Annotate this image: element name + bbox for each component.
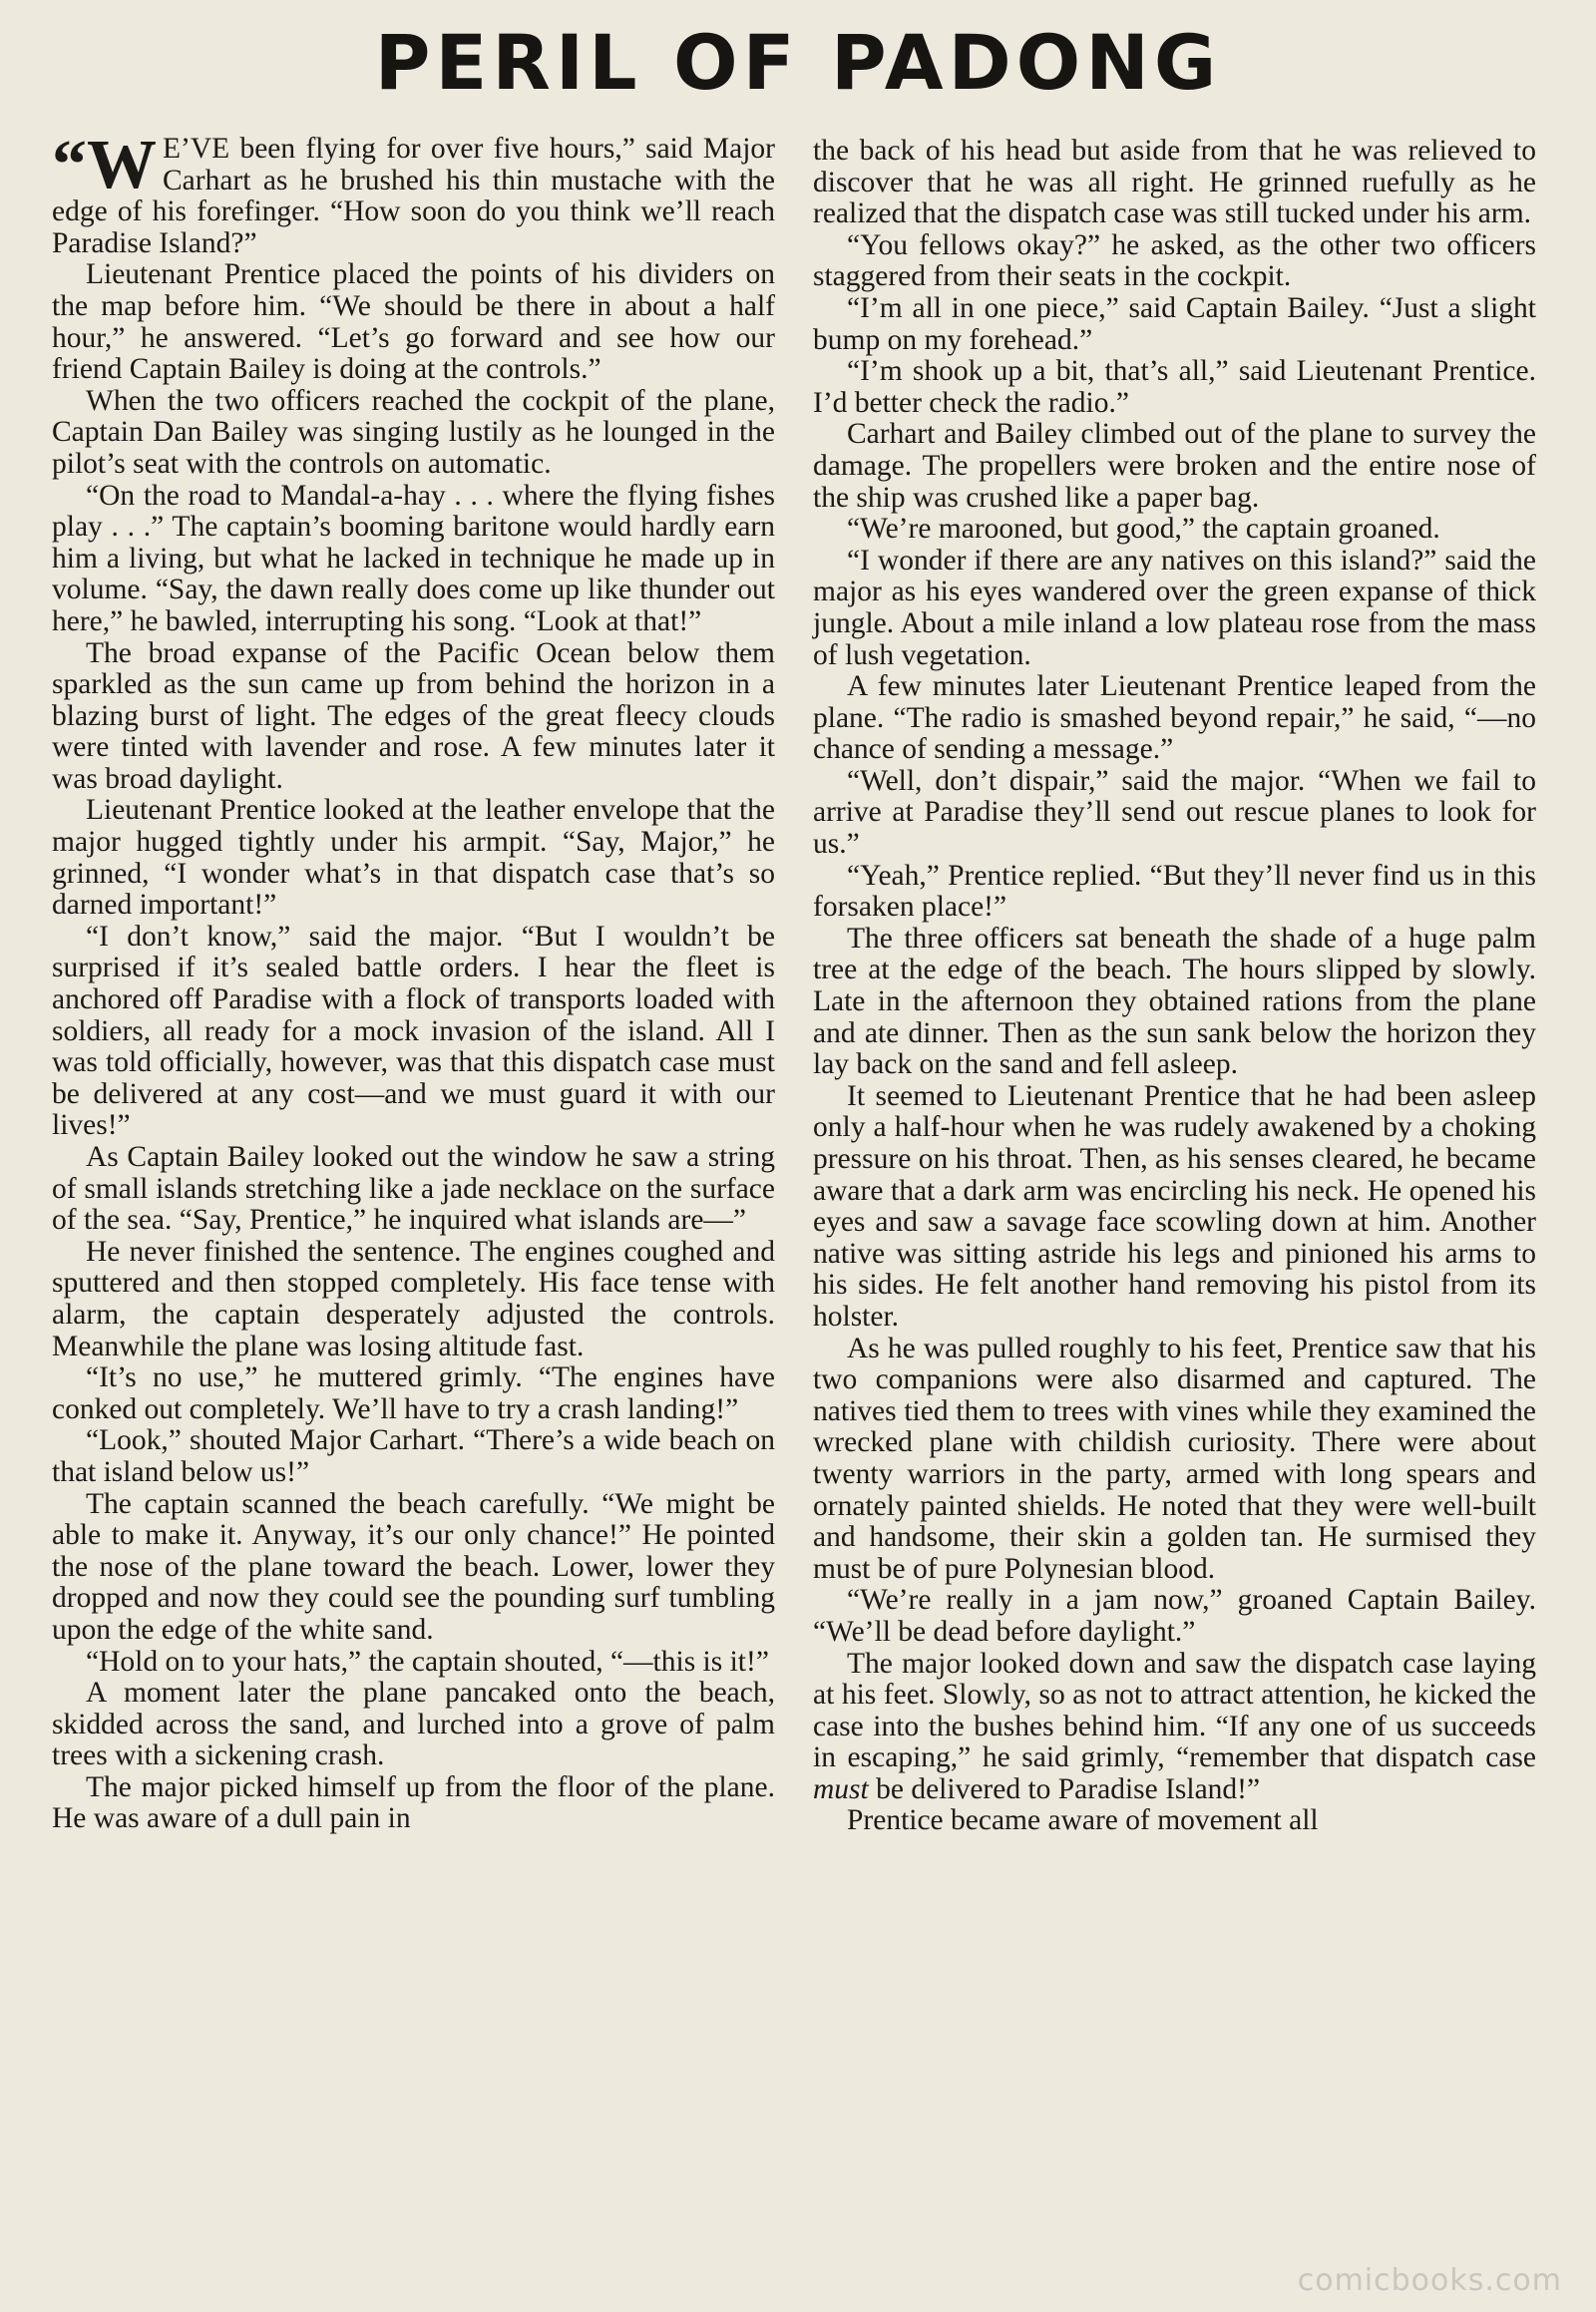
paragraph: “I wonder if there are any natives on this island?” said the major as his eyes wandered over the green expanse of thick jungle. About a mile inland a low plateau rose from the mass of lush vegetation. [813,544,1536,671]
paragraph: A few minutes later Lieutenant Prentice leaped from the plane. “The radio is smashed beyond repair,” he said, “—no chance of sending a message.” [813,670,1536,766]
paragraph: “Look,” shouted Major Carhart. “There’s a wide beach on that island below us!” [52,1424,775,1488]
paragraph: He never finished the sentence. The engines coughed and sputtered and then stopped completely. His face tense with alarm, the captain desperately adjusted the controls. Meanwhile the plane was losing altitude fast. [52,1235,775,1362]
paragraph: “Hold on to your hats,” the captain shouted, “—this is it!” [86,1645,769,1678]
paragraph-text: E’VE been flying for over five hours,” said Major Carhart as he brushed his thin mustache with the edge of his forefinger. “How soon do you think we’ll reach Paradise Island?” [52,133,775,259]
paragraph: A moment later the plane pancaked onto the beach, skidded across the sand, and lurched into a grove of palm trees with a sickening crash. [52,1677,775,1772]
paragraph: “It’s no use,” he muttered grimly. “The engines have conked out completely. We’ll have to try a crash landing!” [52,1361,775,1425]
paragraph: As Captain Bailey looked out the window he saw a string of small islands stretching like a jade necklace on the surface of the sea. “Say, Prentice,” he inquired what islands are—” [52,1141,775,1237]
paragraph: As he was pulled roughly to his feet, Prentice saw that his two companions were also disarmed and captured. The natives tied them to trees with vines while they examined the wrecked plane with childish curiosity. There were about twenty warriors in the party, armed with long spears and ornately painted shields. He noted that they were well-built and handsome, their skin a golden tan. He surmised they must be of pure Polynesian blood. [813,1332,1536,1585]
paragraph-text: be delivered to Paradise Island!” [876,1772,1261,1805]
paragraph: When the two officers reached the cockpit of the plane, Captain Dan Bailey was singing lustily as he lounged in the pilot’s seat with the controls on automatic. [52,384,775,480]
paragraph: “I’m shook up a bit, that’s all,” said Lieutenant Prentice. I’d better check the radio.” [813,355,1536,419]
paragraph: the back of his head but aside from that he was relieved to discover that he was all right. He grinned ruefully as he realized that the dispatch case was still tucked under his arm. [813,135,1536,230]
paragraph: “We’re marooned, but good,” the captain groaned. [847,513,1440,546]
paragraph: “We’re really in a jam now,” groaned Captain Bailey. “We’ll be dead before daylight.” [813,1584,1536,1648]
paragraph: “I’m all in one piece,” said Captain Bailey. “Just a slight bump on my forehead.” [813,291,1536,356]
paragraph: Lieutenant Prentice looked at the leather envelope that the major hugged tightly under his armpit. “Say, Major,” he grinned, “I wonder what’s in that dispatch case that’s so darned important!” [52,794,775,922]
paragraph: Prentice became aware of movement all [847,1804,1319,1837]
paragraph: The three officers sat beneath the shade of a huge palm tree at the edge of the beach. The hours slipped by slowly. Late in the afternoon they obtained rations from the plane and ate dinner. Then as the sun sank below the horizon they lay back on the sand and fell asleep. [813,922,1536,1081]
left-column [52,127,775,1835]
paragraph [52,127,775,259]
paragraph [813,1649,1536,1806]
right-column [813,136,1536,1837]
paragraph: Carhart and Bailey climbed out of the plane to survey the damage. The propellers were broken and the entire nose of the ship was crushed like a paper bag. [813,418,1536,514]
paragraph: “I don’t know,” said the major. “But I wouldn’t be surprised if it’s sealed battle orders. I hear the fleet is anchored off Paradise with a flock of transports loaded with soldiers, all ready for a mock invasion of the island. All I was told officially, however, was that this dispatch case must be delivered at any cost—and we must guard it with our lives!” [52,920,775,1142]
paragraph: “Yeah,” Prentice replied. “But they’ll never find us in this forsaken place!” [813,859,1536,924]
paragraph-text: The major looked down and saw the dispatch case laying at his feet. Slowly, so as not to attract attention, he kicked the case into the bushes behind him. “If any one of us succeeds in escaping,” he said grimly, “remember that dispatch case [813,1647,1536,1774]
drop-cap: “W [52,127,157,203]
paragraph: It seemed to Lieutenant Prentice that he had been asleep only a half-hour when he was rudely awakened by a choking pressure on his throat. Then, as his senses cleared, he became aware that a dark arm was encircling his neck. He opened his eyes and saw a savage face scowling down at him. Another native was sitting astride his legs and pinioned his arms to his sides. He felt another hand removing his pistol from its holster. [813,1079,1536,1333]
paragraph: “You fellows okay?” he asked, as the other two officers staggered from their seats in the cockpit. [813,228,1536,293]
paragraph: The captain scanned the beach carefully. “We might be able to make it. Anyway, it’s our only chance!” He pointed the nose of the plane toward the beach. Lower, lower they dropped and now they could see the pounding surf tumbling upon the edge of the white sand. [52,1487,775,1646]
paragraph: “Well, don’t dispair,” said the major. “When we fail to arrive at Paradise they’ll send out rescue planes to look for us.” [813,764,1536,861]
watermark: comicbooks.com [1297,2263,1562,2298]
emphasis-text: must [813,1772,869,1805]
story-title: PERIL OF PADONG [374,18,1222,107]
paragraph: “On the road to Mandal-a-hay . . . where the flying fishes play . . .” The captain’s booming baritone would hardly earn him a living, but what he lacked in technique he made up in volume. “Say, the dawn really does come up like thunder out here,” he bawled, interrupting his song. “Look at that!” [52,479,775,637]
paragraph: Lieutenant Prentice placed the points of his dividers on the map before him. “We should be there in about a half hour,” he answered. “Let’s go forward and see how our friend Captain Bailey is doing at the controls.” [52,258,775,386]
paragraph: The broad expanse of the Pacific Ocean below them sparkled as the sun came up from behind the horizon in a blazing burst of light. The edges of the great fleecy clouds were tinted with lavender and rose. A few minutes later it was broad daylight. [52,636,775,795]
paragraph: The major picked himself up from the floor of the plane. He was aware of a dull pain in [52,1770,775,1835]
